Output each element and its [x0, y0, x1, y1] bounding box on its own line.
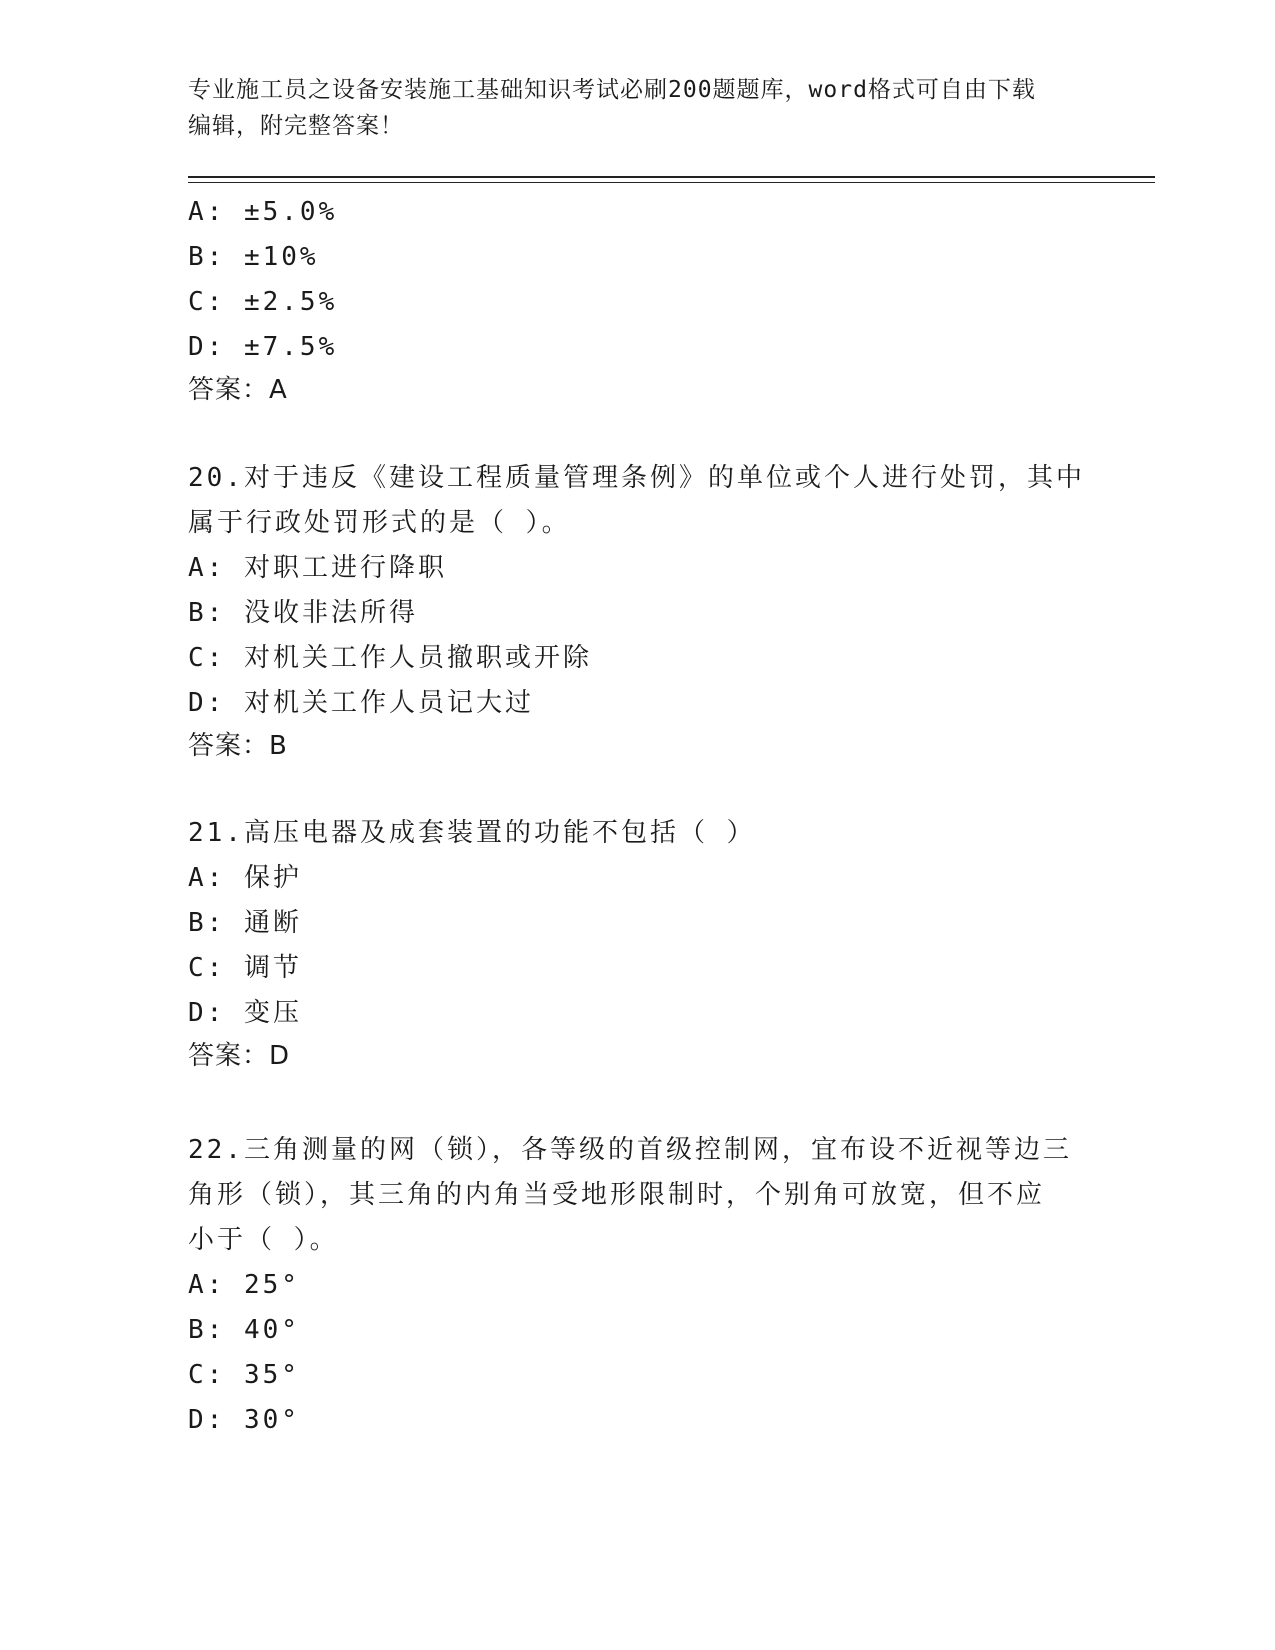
q22-option-b: B: 40°: [188, 1315, 300, 1345]
q19-option-b: B: ±10%: [188, 242, 319, 272]
q21-option-c: C: 调节: [188, 953, 302, 983]
q21-option-b: B: 通断: [188, 908, 302, 938]
header-line-2: 编辑，附完整答案！: [188, 113, 404, 139]
q19-option-c: C: ±2.5%: [188, 287, 338, 317]
header-rule-thick: [188, 176, 1155, 178]
q20-option-c: C: 对机关工作人员撤职或开除: [188, 643, 592, 673]
q19-answer: 答案：A: [188, 375, 288, 405]
q20-answer: 答案：B: [188, 731, 288, 761]
q20-option-a: A: 对职工进行降职: [188, 553, 447, 583]
document-header: [188, 72, 1088, 144]
q20-option-b: B: 没收非法所得: [188, 598, 418, 628]
q22-option-d: D: 30°: [188, 1405, 300, 1435]
q21-answer: 答案：D: [188, 1041, 291, 1071]
q20-option-d: D: 对机关工作人员记大过: [188, 688, 534, 718]
q20-stem-line-1: 20.对于违反《建设工程质量管理条例》的单位或个人进行处罚，其中: [188, 463, 1085, 493]
q21-option-d: D: 变压: [188, 998, 302, 1028]
header-line-1: 专业施工员之设备安装施工基础知识考试必刷200题题库，word格式可自由下载: [188, 77, 1036, 103]
q22-option-a: A: 25°: [188, 1270, 300, 1300]
q19-option-a: A: ±5.0%: [188, 197, 338, 227]
q22-stem-line-3: 小于（ ）。: [188, 1225, 339, 1255]
q21-stem-line-1: 21.高压电器及成套装置的功能不包括（ ）: [188, 818, 756, 848]
header-rule-thin: [188, 182, 1155, 183]
q20-stem-line-2: 属于行政处罚形式的是（ ）。: [188, 508, 571, 538]
q22-stem-line-1: 22.三角测量的网（锁），各等级的首级控制网，宜布设不近视等边三: [188, 1135, 1072, 1165]
q22-stem-line-2: 角形（锁），其三角的内角当受地形限制时，个别角可放宽，但不应: [188, 1180, 1046, 1210]
q21-option-a: A: 保护: [188, 863, 302, 893]
q19-option-d: D: ±7.5%: [188, 332, 338, 362]
q22-option-c: C: 35°: [188, 1360, 300, 1390]
